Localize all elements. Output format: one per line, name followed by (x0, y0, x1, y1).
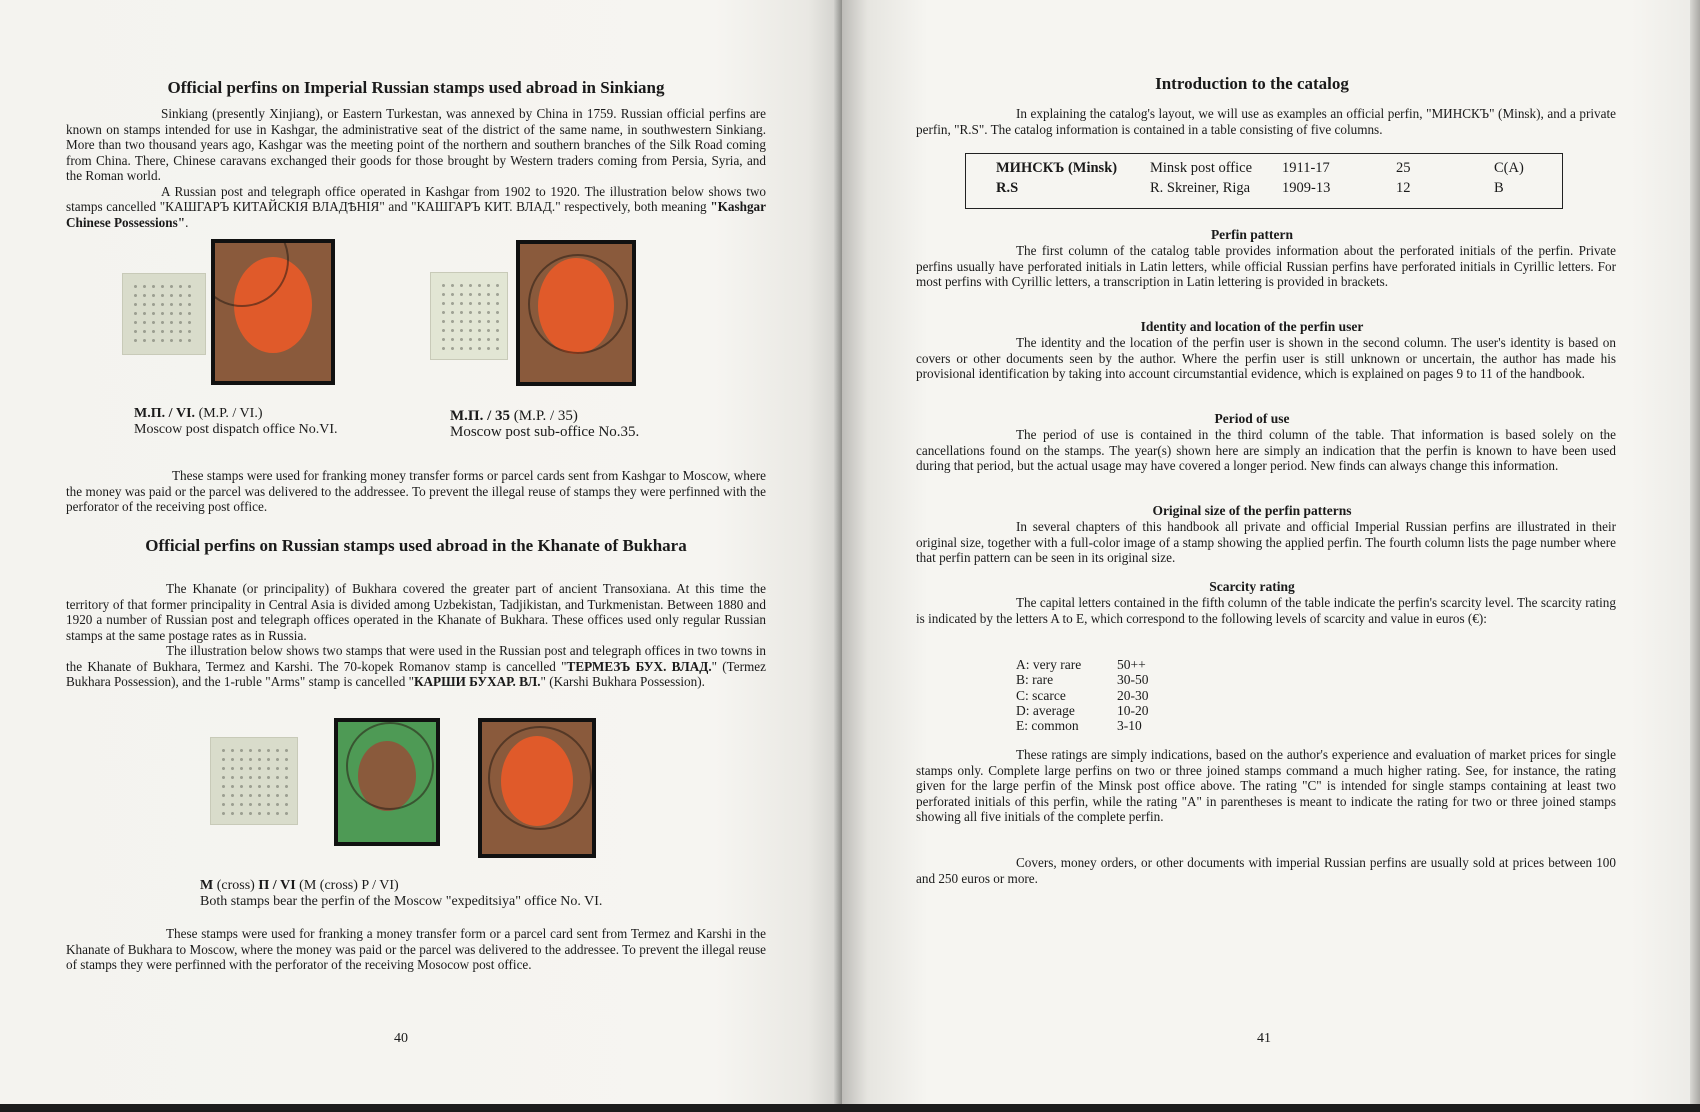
title-identity-location: Identity and location of the perfin user (1140, 319, 1364, 334)
sinkiang-p2: A Russian post and telegraph office operated in Kashgar from 1902 to 1920. The illustration below shows two stamps cancelled "КАШГАРЪ КИТАЙСКIЯ ВЛАДѢНIЯ" and "КАШГАРЪ КИТ. ВЛАД." respectively, both meaning "Kashgar Chinese Possessions". (66, 183, 766, 230)
page-edge (1690, 0, 1700, 1112)
title-original-size: Original size of the perfin patterns (1152, 503, 1352, 518)
scan-border (0, 1104, 1700, 1112)
text-period-of-use: The period of use is contained in the third column of the table. That information is based solely on the cancellations found on the stamps. The year(s) shown here are simply an indication that the perfin is known to have been used during that period, but the actual usage may have covered a longer period. New finds can always change this information. (916, 427, 1616, 473)
page-number: 41 (1257, 1031, 1271, 1046)
stamp-image-1ruble (478, 718, 596, 858)
heading-intro-catalog: Introduction to the catalog (1155, 74, 1349, 93)
sinkiang-p3: These stamps were used for franking money transfer forms or parcel cards sent from Kashgar to Moscow, where the money was paid or the parcel was delivered to the addressee. To prevent the illegal reuse of stamps they were perfinned with the perforator of the receiving post office. (66, 468, 766, 514)
left-page (0, 0, 842, 1112)
rating-item: B: rare 30-50 (1016, 672, 1149, 688)
perfin-pattern-image (122, 273, 206, 355)
bukhara-p3: These stamps were used for franking a money transfer form or a parcel card sent from Termez and Karshi in the Khanate of Bukhara to Moscow, where the money was paid or the parcel was delivered to the addressee. To prevent the illegal reuse of stamps they were perfinned with the perforator of the receiving Mosocow post office. (66, 926, 766, 972)
sinkiang-p1: Sinkiang (presently Xinjiang), or Eastern Turkestan, was annexed by China in 1759. Russian official perfins are known on stamps intended for use in Kashgar, the administrative seat of the district of the same name, in southwestern Sinkiang. More than two thousand years ago, Kashgar was the meeting point of the northern and southern branches of the Silk Road coming from China. There, Chinese caravans exchanged their goods for those brought by Western traders coming from Persia, Syria, and the Roman world. (66, 106, 766, 183)
right-page: Introduction to the catalog In explaining the catalog's layout, we will use as examples an official perfin, "МИНСКЪ" (Minsk), and a private perfin, "R.S". The catalog information is contained in a table consisting of five columns. МИНСКЪ (Minsk) Minsk post office 1911-17 25 C(A) R.S R. Skreiner, Riga 1909-13 12 B Perfin pattern The first column of the catalog table provides information about the perforated initials of the perfin. Private perfins usually have perforated initials in Latin letters, while official Russian perfins have perforated initials in Cyrillic letters. For most perfins with Cyrillic letters, a transcription in Latin lettering is provided in brackets. Identity and location of the perfin user The identity and the location of the perfin user is shown in the second column. The user's identity is based on covers or other documents seen by the author. Where the perfin user is still unknown or uncertain, the author has made his provisional identification by taking into account circumstantial evidence, which is explained on pages 9 to 11 of the handbook. Period of use The period of use is contained in the third column of the table. That information is based solely on the cancellations found on the stamps. The year(s) shown here are simply an indication that the perfin is known to have been used during that period, but the actual usage may have covered a longer period. New finds can always change this information. Original size of the perfin patterns In several chapters of this handbook all private and official Imperial Russian perfins are illustrated in their original size, together with a full-color image of a stamp showing the applied perfin. The fourth column lists the page number where that perfin pattern can be seen in its original size. Scarcity rating The capital letters contained in the fifth column of the table indicate the perfin's scarcity level. The scarcity rating is indicated by the letters A to E, which correspond to the following levels of scarcity and value in euros (€): A: very rare 50++ B: rare 30-50 C: scarce 20-30 D: average 10-20 E: common 3-10 These ratings are simply indications, based on the author's experience and evaluation of market prices for single stamps only. Complete large perfins on two or three joined stamps command a much higher rating. See, for instance, the rating given for the large perfin of the Minsk post office above. The rating "C" is intended for single stamps containing at least two perforated initials of this perfin, while the rating "A" in parentheses is meant to indicate the rating for two or three joined stamps showing all five initials of the complete perfin. Covers, money orders, or other documents with imperial Russian perfins are usually sold at prices between 100 and 250 euros or more. 41 (842, 0, 1700, 1112)
text-perfin-pattern: The first column of the catalog table provides information about the perforated initials of the perfin. Private perfins usually have perforated initials in Latin letters, while official Russian perfins have perforated initials in Cyrillic letters. For most perfins with Cyrillic letters, a transcription in Latin lettering is provided in brackets. (916, 243, 1616, 289)
heading-bukhara: Official perfins on Russian stamps used abroad in the Khanate of Bukhara (145, 536, 687, 555)
stamp-image-1ruble (211, 239, 335, 385)
rating-item: E: common 3-10 (1016, 718, 1142, 734)
perfin-pattern-image (210, 737, 298, 825)
caption-mp-vi: М.П. / VI. (M.P. / VI.) Moscow post dispatch office No.VI. (134, 406, 338, 437)
rating-item: D: average 10-20 (1016, 702, 1149, 718)
bukhara-p1: The Khanate (or principality) of Bukhara covered the greater part of ancient Transoxiana. At this time the territory of that former principality in Central Asia is divided among Uzbekistan, Tadjikistan, and Turkmenistan. Between 1880 and 1920 a number of Russian post and telegraph offices operated in the Khanate of Bukhara. These offices used only regular Russian stamps at the same postage rates as in Russia. (66, 581, 766, 643)
rating-item: C: scarce 20-30 (1016, 687, 1149, 703)
intro-text: In explaining the catalog's layout, we will use as examples an official perfin, "МИНСКЪ" (Minsk), and a private perfin, "R.S". The catalog information is contained in a table consisting of five columns. (916, 106, 1616, 137)
rating-item: A: very rare 50++ (1016, 657, 1146, 672)
bukhara-text (66, 581, 766, 690)
text-original-size: In several chapters of this handbook all private and official Imperial Russian perfins are illustrated in their original size, together with a full-color image of a stamp showing the applied perfin. The fourth column lists the page number where that perfin pattern can be seen in its original size. (916, 519, 1616, 565)
title-perfin-pattern: Perfin pattern (1210, 227, 1294, 242)
bukhara-p2: The illustration below shows two stamps that were used in the Russian post and telegraph offices in two towns in the Khanate of Bukhara, Termez and Karshi. The 70-kopek Romanov stamp is cancelled "ТЕРМЕЗЪ БУХ. ВЛАД." (Termez Bukhara Possession), and the 1-ruble "Arms" stamp is cancelled "КАРШИ БУХАР. ВЛ." (Karshi Bukhara Possession). (66, 643, 766, 689)
caption-m-cross-p-vi: M (cross) П / VI (M (cross) P / VI) Both stamps bear the perfin of the Moscow "expeditsiya" office No. VI. (200, 878, 603, 909)
heading-sinkiang: Official perfins on Imperial Russian stamps used abroad in Sinkiang (167, 78, 665, 97)
text-identity-location: The identity and the location of the perfin user is shown in the second column. The user's identity is based on covers or other documents seen by the author. Where the perfin user is still unknown or uncertain, the author has made his provisional identification by taking into account circumstantial evidence, which is explained on pages 9 to 11 of the handbook. (916, 335, 1616, 381)
ratings-note: These ratings are simply indications, based on the author's experience and evaluation of market prices for single stamps only. Complete large perfins on two or three joined stamps command a much higher rating. See, for instance, the rating given for the large perfin of the Minsk post office above. The rating "C" is intended for single stamps containing at least two perforated initials of this perfin, while the rating "A" in parentheses is meant to indicate the rating for two or three joined stamps showing all five initials of the complete perfin. (916, 747, 1616, 824)
rating-list (1016, 657, 1216, 733)
text-scarcity-rating: The capital letters contained in the fifth column of the table indicate the perfin's scarcity level. The scarcity rating is indicated by the letters A to E, which correspond to the following levels of scarcity and value in euros (€): (916, 595, 1616, 626)
stamp-image-1ruble (516, 240, 636, 386)
title-scarcity-rating: Scarcity rating (1209, 579, 1295, 594)
closing-note: Covers, money orders, or other documents with imperial Russian perfins are usually sold at prices between 100 and 250 euros or more. (916, 855, 1616, 886)
sinkiang-text (66, 106, 766, 230)
title-period-of-use: Period of use (1214, 411, 1290, 426)
page-number: 40 (394, 1031, 408, 1046)
perfin-pattern-image (430, 272, 508, 360)
stamp-image-70kopek (334, 718, 440, 846)
caption-mp-35: М.П. / 35 (M.P. / 35) Moscow post sub-office No.35. (450, 408, 640, 440)
